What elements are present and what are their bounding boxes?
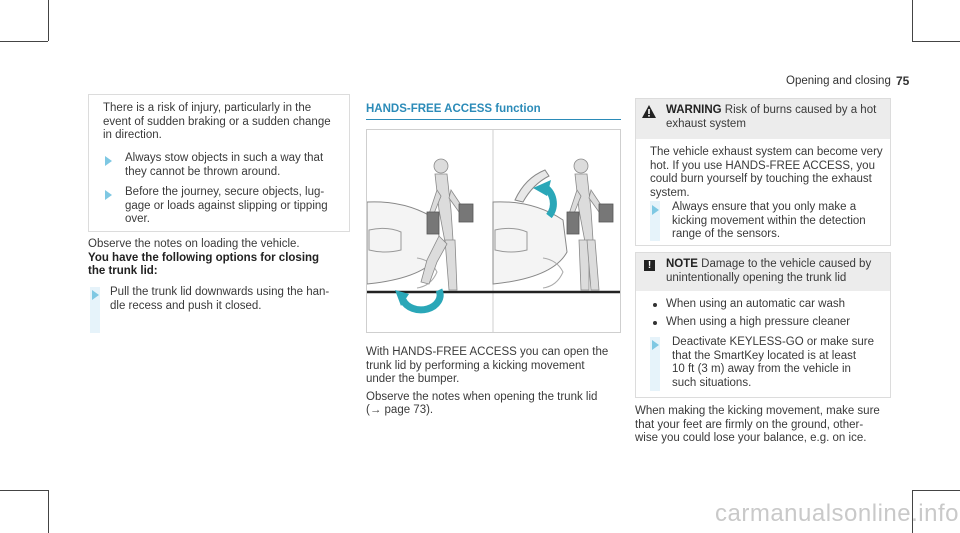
text-line: system. bbox=[650, 186, 690, 199]
text-line: under the bumper. bbox=[366, 373, 460, 386]
crop-mark bbox=[912, 0, 913, 41]
text-line: wise you could lose your balance, e.g. on ice. bbox=[635, 432, 867, 445]
step-text bbox=[672, 201, 866, 242]
crop-mark bbox=[0, 41, 48, 42]
text-line: in direction. bbox=[103, 129, 162, 142]
risk-text bbox=[103, 102, 331, 143]
text-line: Damage to the vehicle caused by bbox=[701, 258, 872, 270]
warning-triangle-icon bbox=[642, 105, 656, 118]
step-text bbox=[110, 286, 329, 313]
note-heading bbox=[666, 258, 871, 285]
watermark: carmanualsonline.info bbox=[715, 500, 959, 527]
page-reference-link[interactable]: (→ page 73). bbox=[366, 404, 434, 417]
text-line: Pull the trunk lid downwards using the han- bbox=[110, 286, 330, 298]
exclamation-icon: ! bbox=[644, 260, 655, 271]
text-line: trunk lid by performing a kicking movement bbox=[366, 359, 585, 372]
crop-mark bbox=[0, 490, 48, 491]
list-item: When using a high pressure cleaner bbox=[666, 316, 851, 328]
illustration-caption bbox=[366, 346, 608, 418]
text-line: hot. If you use HANDS-FREE ACCESS, you bbox=[650, 159, 875, 172]
crop-mark bbox=[48, 490, 49, 533]
crop-mark bbox=[912, 41, 960, 42]
text-line: Risk of burns caused by a hot bbox=[724, 104, 877, 116]
text-line: that your feet are firmly on the ground, other- bbox=[635, 418, 864, 431]
step-arrow-icon bbox=[652, 340, 659, 350]
text-line: Observe the notes when opening the trunk lid bbox=[366, 390, 598, 403]
running-header: Opening and closing bbox=[786, 75, 891, 87]
step-arrow-icon bbox=[92, 290, 99, 300]
text-line: dle recess and push it closed. bbox=[110, 299, 262, 312]
warning-box bbox=[635, 98, 891, 246]
bullet-icon bbox=[653, 303, 657, 307]
illustration-frame bbox=[366, 129, 621, 333]
text-line: When making the kicking movement, make sure bbox=[635, 405, 880, 417]
text-line: such situations. bbox=[672, 376, 752, 389]
kick-illustration bbox=[367, 130, 620, 332]
step-arrow-icon bbox=[652, 205, 659, 215]
page-number: 75 bbox=[896, 74, 910, 88]
options-heading: You have the following options for closing bbox=[88, 251, 320, 264]
warning-body bbox=[650, 146, 883, 200]
warning-label: WARNING bbox=[666, 104, 722, 116]
text-line: they cannot be thrown around. bbox=[125, 165, 281, 178]
text-line: Observe the notes on loading the vehicle. bbox=[88, 238, 300, 250]
step-text bbox=[125, 186, 328, 227]
text-line: 10 ft (3 m) away from the vehicle in bbox=[672, 363, 851, 376]
options-heading: the trunk lid: bbox=[88, 265, 158, 278]
crop-mark bbox=[48, 0, 49, 41]
text-line: range of the sensors. bbox=[672, 228, 781, 241]
final-note bbox=[635, 405, 880, 446]
text-line: The vehicle exhaust system can become very bbox=[650, 146, 883, 158]
text-line: unintentionally opening the trunk lid bbox=[666, 271, 847, 284]
risk-box bbox=[88, 94, 350, 232]
text-line: There is a risk of injury, particularly in the bbox=[103, 102, 312, 114]
list-item: When using an automatic car wash bbox=[666, 298, 845, 310]
note-label: NOTE bbox=[666, 258, 698, 270]
text-line: event of sudden braking or a sudden change bbox=[103, 115, 331, 128]
section-title: HANDS-FREE ACCESS function bbox=[366, 103, 541, 115]
crop-mark bbox=[912, 490, 960, 491]
text-line: kicking movement within the detection bbox=[672, 214, 866, 227]
step-arrow-icon bbox=[105, 190, 112, 200]
text-line: Always stow objects in such a way that bbox=[125, 152, 324, 164]
text-line: that the SmartKey located is at least bbox=[672, 349, 857, 362]
bullet-icon bbox=[653, 321, 657, 325]
note-box bbox=[635, 252, 891, 398]
step-arrow-icon bbox=[105, 156, 112, 166]
text-line: over. bbox=[125, 213, 150, 226]
text-line: With HANDS-FREE ACCESS you can open the bbox=[366, 346, 609, 358]
step-text bbox=[125, 152, 323, 179]
step-text bbox=[672, 336, 874, 390]
section-title-rule bbox=[366, 119, 621, 120]
text-line: Deactivate KEYLESS-GO or make sure bbox=[672, 336, 874, 348]
text-line: could burn yourself by touching the exhaust bbox=[650, 173, 872, 186]
text-line: Before the journey, secure objects, lug- bbox=[125, 186, 325, 198]
text-line: Always ensure that you only make a bbox=[672, 201, 857, 213]
text-line: gage or loads against slipping or tipping bbox=[125, 199, 328, 212]
warning-heading bbox=[666, 104, 876, 131]
text-line: exhaust system bbox=[666, 117, 746, 130]
observe-note bbox=[88, 238, 319, 279]
